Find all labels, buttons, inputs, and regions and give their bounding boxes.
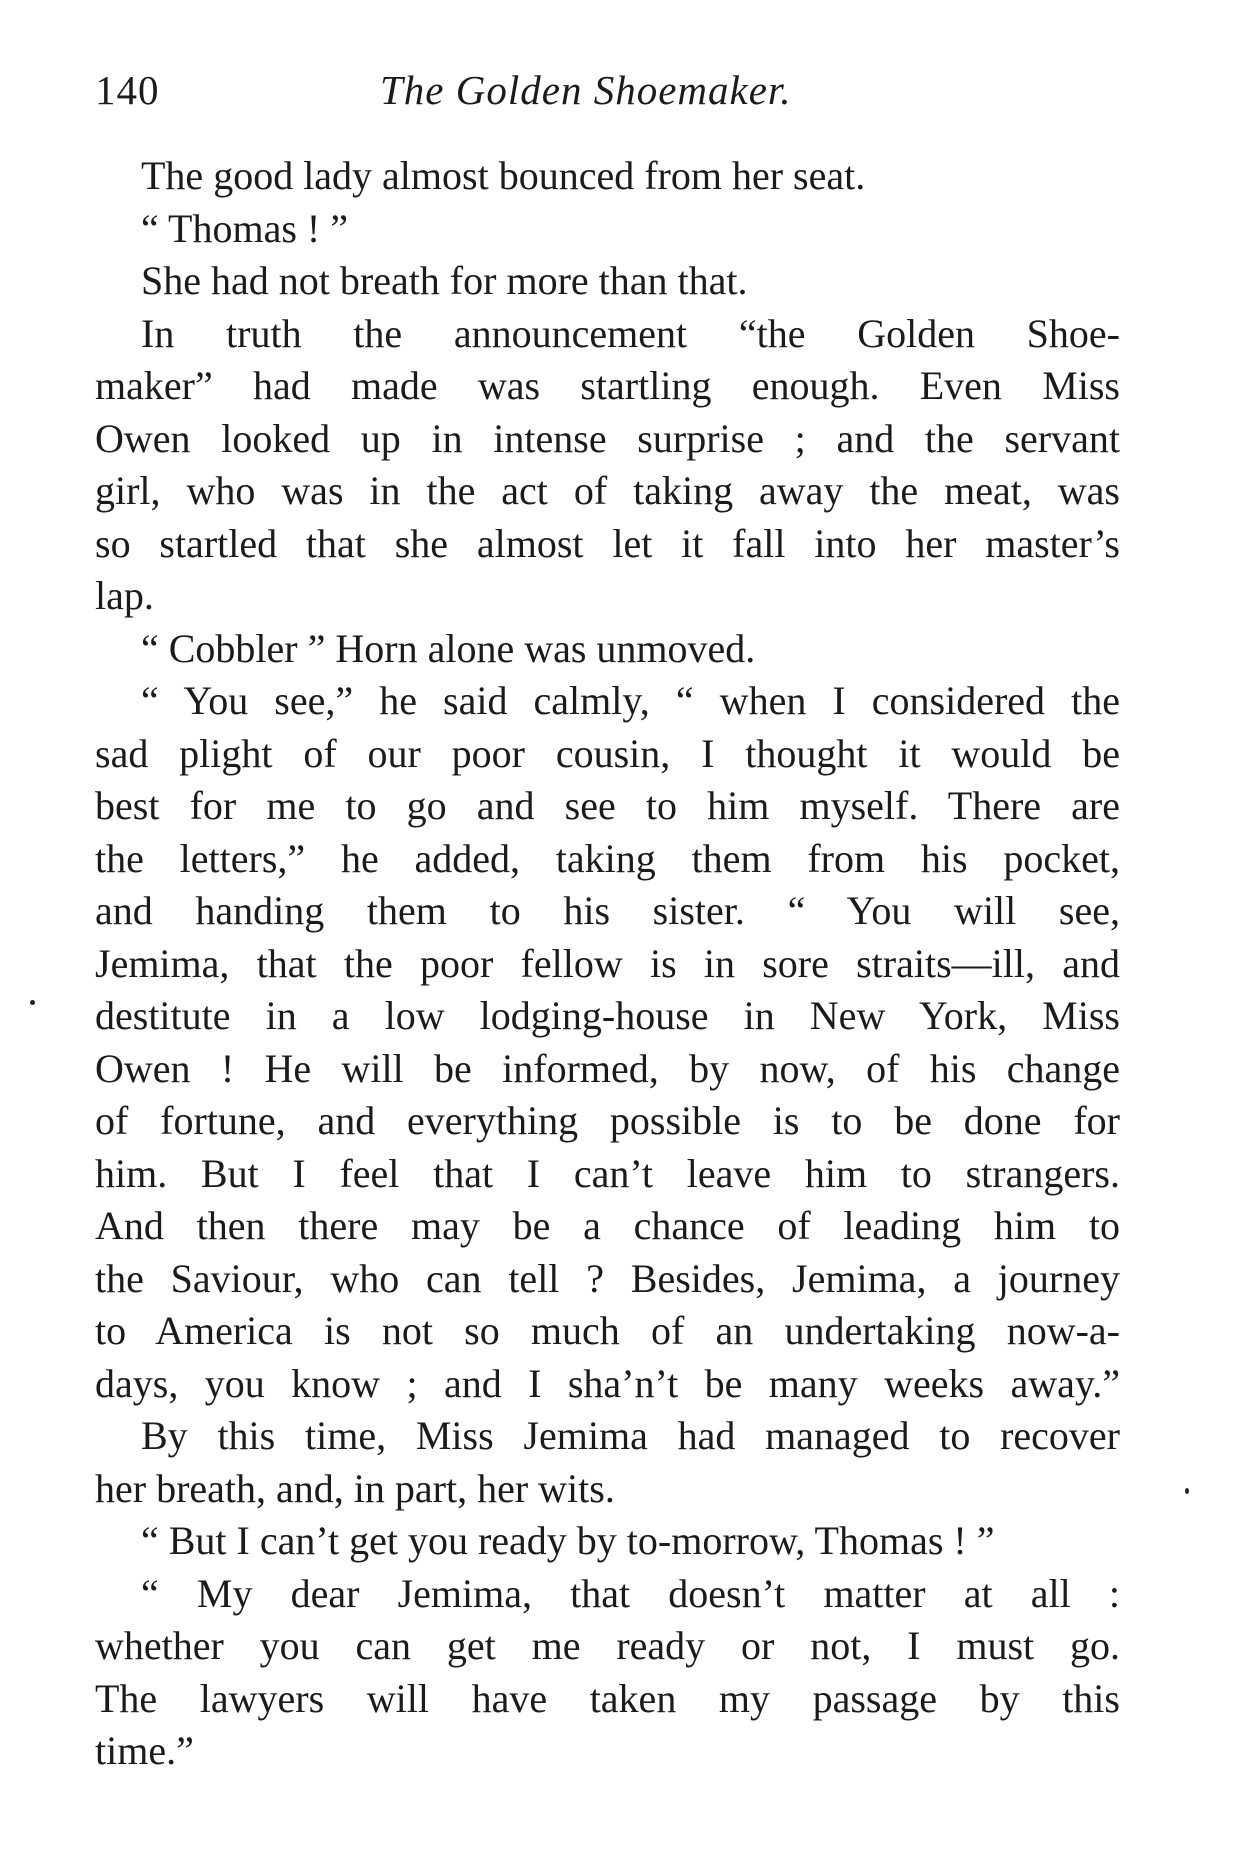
page-number: 140: [95, 67, 160, 113]
text-line: The lawyers will have taken my passage by this: [95, 1675, 1120, 1721]
text-line: girl, who was in the act of taking away the meat, was: [95, 468, 1120, 513]
text-line: him. But I feel that I can’t leave him to strangers.: [95, 1150, 1120, 1196]
text-line: to America is not so much of an undertaking now-a-: [95, 1308, 1120, 1353]
text-line: whether you can get me ready or not, I must go.: [95, 1623, 1120, 1668]
text-line: “ You see,” he said calmly, “ when I considered the: [141, 678, 1120, 723]
body-text: [95, 150, 1120, 1778]
text-line: “ Cobbler ” Horn alone was unmoved.: [141, 625, 756, 671]
text-line: the letters,” he added, taking them from his pocket,: [95, 835, 1120, 881]
text-line: time.”: [95, 1728, 194, 1773]
text-line: sad plight of our poor cousin, I thought it would be: [95, 730, 1120, 776]
text-line: her breath, and, in part, her wits.: [95, 1465, 615, 1511]
text-line: She had not breath for more than that.: [141, 258, 748, 303]
text-line: and handing them to his sister. “ You will see,: [95, 888, 1120, 933]
paper-speck: [1185, 1488, 1189, 1494]
text-line: so startled that she almost let it fall into her master’s: [95, 520, 1120, 566]
text-line: Owen ! He will be informed, by now, of his change: [95, 1045, 1120, 1091]
text-line: By this time, Miss Jemima had managed to recover: [141, 1413, 1120, 1458]
text-line: maker” had made was startling enough. Even Miss: [95, 363, 1120, 408]
running-head: [95, 60, 1120, 120]
text-line: the Saviour, who can tell ? Besides, Jemima, a journey: [95, 1255, 1120, 1301]
text-line: “ But I can’t get you ready by to-morrow, Thomas ! ”: [141, 1518, 995, 1563]
text-line: “ Thomas ! ”: [141, 205, 348, 251]
text-line: Jemima, that the poor fellow is in sore straits—ill, and: [95, 940, 1120, 986]
text-line: Owen looked up in intense surprise ; and the servant: [95, 415, 1120, 461]
text-line: of fortune, and everything possible is to be done for: [95, 1098, 1120, 1143]
text-line: destitute in a low lodging-house in New York, Miss: [95, 993, 1120, 1038]
text-line: best for me to go and see to him myself. There are: [95, 783, 1120, 828]
text-line: In truth the announcement “the Golden Shoe-: [141, 310, 1120, 356]
text-line: And then there may be a chance of leading him to: [95, 1203, 1120, 1248]
paper-speck: [30, 1000, 35, 1005]
text-line: days, you know ; and I sha’n’t be many weeks away.”: [95, 1360, 1120, 1406]
text-line: The good lady almost bounced from her seat.: [141, 153, 866, 198]
text-line: “ My dear Jemima, that doesn’t matter at all :: [141, 1570, 1120, 1616]
text-line: lap.: [95, 573, 154, 618]
running-title: The Golden Shoemaker.: [380, 67, 792, 113]
